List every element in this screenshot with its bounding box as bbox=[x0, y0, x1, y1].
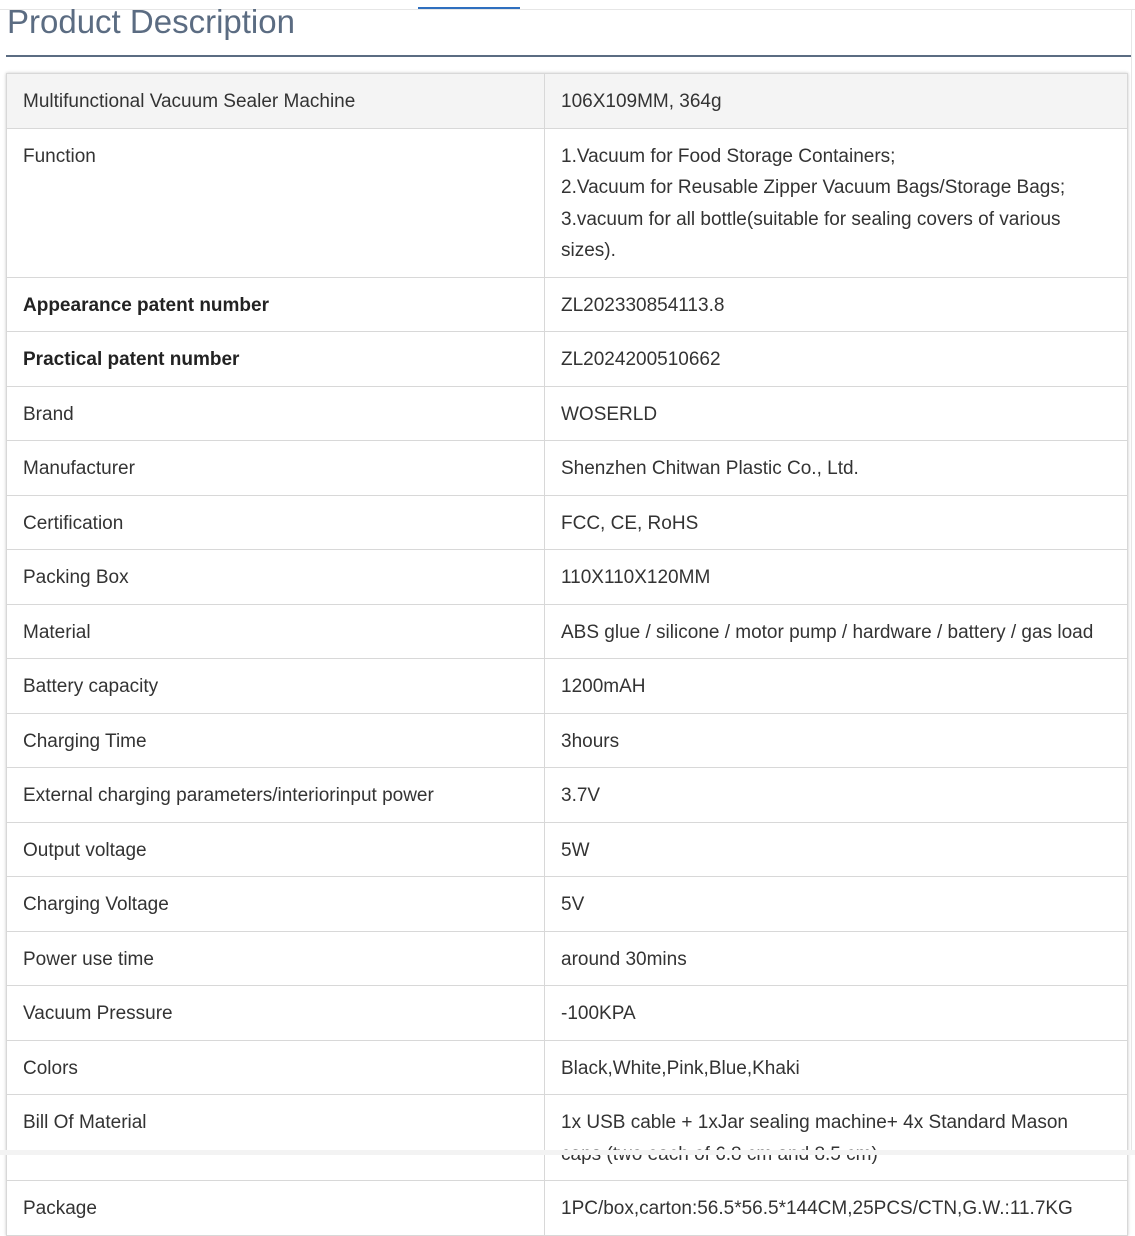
table-row bbox=[7, 386, 1128, 441]
table-row bbox=[7, 441, 1128, 496]
table-row bbox=[7, 659, 1128, 714]
spec-value: 1200mAH bbox=[545, 659, 1128, 714]
table-row bbox=[7, 877, 1128, 932]
spec-label: Manufacturer bbox=[7, 441, 545, 496]
table-row bbox=[7, 74, 1128, 129]
spec-label: Charging Time bbox=[7, 713, 545, 768]
spec-label: Multifunctional Vacuum Sealer Machine bbox=[7, 74, 545, 129]
table-row bbox=[7, 128, 1128, 277]
spec-value: 1PC/box,carton:56.5*56.5*144CM,25PCS/CTN,G.W.:11.7KG bbox=[545, 1181, 1128, 1236]
spec-value: 1x USB cable + 1xJar sealing machine+ 4x Standard Mason bbox=[545, 1095, 1128, 1181]
table-row bbox=[7, 604, 1128, 659]
spec-table bbox=[6, 73, 1128, 1236]
spec-label: Vacuum Pressure bbox=[7, 986, 545, 1041]
spec-table-container bbox=[6, 73, 1128, 1236]
spec-label: Colors bbox=[7, 1040, 545, 1095]
table-row bbox=[7, 768, 1128, 823]
spec-label: Output voltage bbox=[7, 822, 545, 877]
table-row bbox=[7, 931, 1128, 986]
spec-label: Packing Box bbox=[7, 550, 545, 605]
spec-value: Shenzhen Chitwan Plastic Co., Ltd. bbox=[545, 441, 1128, 496]
spec-label: Brand bbox=[7, 386, 545, 441]
table-row bbox=[7, 277, 1128, 332]
spec-label: Appearance patent number bbox=[7, 277, 545, 332]
spec-label: Charging Voltage bbox=[7, 877, 545, 932]
spec-value: ABS glue / silicone / motor pump / hardware / battery / gas load bbox=[545, 604, 1128, 659]
spec-value: -100KPA bbox=[545, 986, 1128, 1041]
spec-label: Power use time bbox=[7, 931, 545, 986]
table-row bbox=[7, 986, 1128, 1041]
table-row bbox=[7, 1181, 1128, 1236]
page-right-border bbox=[1131, 9, 1132, 1155]
spec-value: ZL202330854113.8 bbox=[545, 277, 1128, 332]
table-row bbox=[7, 822, 1128, 877]
spec-value: 3hours bbox=[545, 713, 1128, 768]
spec-label: Material bbox=[7, 604, 545, 659]
spec-label: Practical patent number bbox=[7, 332, 545, 387]
table-row bbox=[7, 1095, 1128, 1181]
table-row bbox=[7, 332, 1128, 387]
spec-value: 3.7V bbox=[545, 768, 1128, 823]
spec-label: Bill Of Material bbox=[7, 1095, 545, 1181]
spec-value: ZL2024200510662 bbox=[545, 332, 1128, 387]
spec-label: Battery capacity bbox=[7, 659, 545, 714]
spec-value: 1.Vacuum for Food Storage Containers; 2.Vacuum for Reusable Zipper Vacuum Bags/Storage Bags; 3.vacuum for all bottle(suitable for sealing covers of various sizes). bbox=[545, 128, 1128, 277]
spec-value: FCC, CE, RoHS bbox=[545, 495, 1128, 550]
table-row bbox=[7, 495, 1128, 550]
spec-value: Black,White,Pink,Blue,Khaki bbox=[545, 1040, 1128, 1095]
spec-label: Certification bbox=[7, 495, 545, 550]
table-row bbox=[7, 713, 1128, 768]
table-row bbox=[7, 550, 1128, 605]
spec-value: 106X109MM, 364g bbox=[545, 74, 1128, 129]
title-underline bbox=[6, 55, 1131, 57]
table-row bbox=[7, 1040, 1128, 1095]
spec-value: 110X110X120MM bbox=[545, 550, 1128, 605]
spec-value: 5V bbox=[545, 877, 1128, 932]
spec-value: WOSERLD bbox=[545, 386, 1128, 441]
section-title: Product Description bbox=[7, 3, 295, 40]
spec-label: Package bbox=[7, 1181, 545, 1236]
page-bottom-strip bbox=[0, 1150, 1135, 1155]
section-header bbox=[0, 0, 1131, 58]
spec-label: Function bbox=[7, 128, 545, 277]
spec-value: around 30mins bbox=[545, 931, 1128, 986]
spec-value: 5W bbox=[545, 822, 1128, 877]
spec-label: External charging parameters/interiorinput power bbox=[7, 768, 545, 823]
